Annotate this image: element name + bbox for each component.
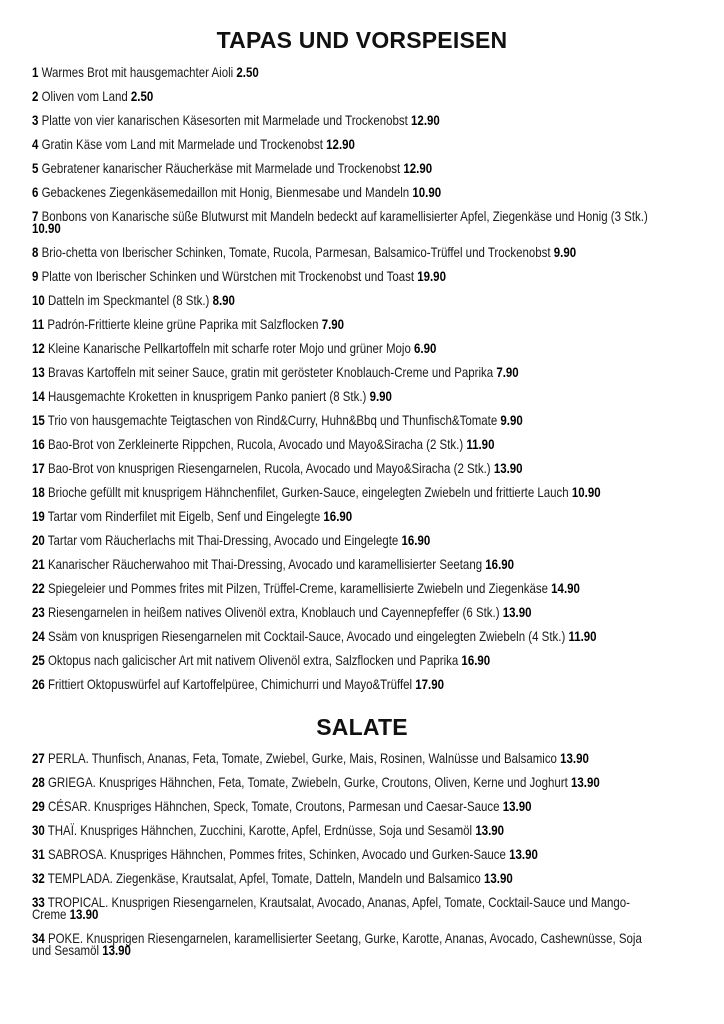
menu-item [32, 180, 700, 204]
item-description: Bao-Brot von knusprigen Riesengarnelen, Rucola, Avocado und Mayo&Siracha (2 Stk.) [47, 460, 491, 476]
menu-item [32, 504, 700, 528]
item-price: 11.90 [568, 628, 597, 644]
menu-item [32, 576, 700, 600]
item-description: Oktopus nach galicischer Art mit nativem Olivenöl extra, Salzflocken und Paprika [47, 652, 459, 668]
menu-item [32, 408, 700, 432]
item-description: Frittiert Oktopuswürfel auf Kartoffelpüree, Chimichurri und Mayo&Trüffel [47, 676, 413, 692]
item-description: TROPICAL. Knusprigen Riesengarnelen, Krautsalat, Avocado, Ananas, Apfel, Tomate, Cocktail-Sauce und Mango-Creme [32, 894, 630, 922]
menu-item [32, 926, 655, 962]
item-description: Spiegeleier und Pommes frites mit Pilzen, Trüffel-Creme, karamellisierte Zwiebeln und Ziegenkäse [47, 580, 548, 596]
item-price: 2.50 [130, 88, 154, 104]
item-price: 16.90 [323, 508, 353, 524]
item-description: Bonbons von Kanarische süße Blutwurst mit Mandeln bedeckt auf karamellisierter Apfel, Ziegenkäse und Honig (3 Stk.) [41, 208, 648, 224]
item-price: 19.90 [417, 268, 446, 284]
menu-item [32, 842, 700, 866]
menu-item [32, 456, 700, 480]
item-price: 13.90 [102, 942, 131, 958]
menu-item [32, 84, 700, 108]
item-price: 13.90 [493, 460, 523, 476]
item-price: 10.90 [571, 484, 601, 500]
menu-item [32, 156, 700, 180]
item-price: 10.90 [32, 220, 61, 236]
menu-item [32, 746, 700, 770]
item-price: 17.90 [415, 676, 445, 692]
item-price: 13.90 [484, 870, 513, 886]
menu-item [32, 624, 700, 648]
item-price: 13.90 [475, 822, 505, 838]
item-description: Kanarischer Räucherwahoo mit Thai-Dressing, Avocado und karamellisierter Seetang [47, 556, 483, 572]
item-price: 9.90 [500, 412, 523, 428]
menu-item [32, 312, 700, 336]
item-number: 8 [32, 244, 39, 260]
item-number: 2 [32, 88, 39, 104]
item-price: 16.90 [485, 556, 515, 572]
item-number: 20 [32, 532, 45, 548]
item-description: Riesengarnelen in heißem natives Olivenöl extra, Knoblauch und Cayennepfeffer (6 Stk.) [47, 604, 500, 620]
item-price: 13.90 [560, 750, 589, 766]
menu-item [32, 890, 655, 926]
item-price: 9.90 [369, 388, 392, 404]
item-description: Bravas Kartoffeln mit seiner Sauce, gratin mit gerösteter Knoblauch-Creme und Paprika [47, 364, 494, 380]
menu-item [32, 288, 700, 312]
item-number: 30 [32, 822, 45, 838]
menu-item [32, 552, 700, 576]
item-price: 12.90 [411, 112, 440, 128]
item-price: 12.90 [326, 136, 355, 152]
item-price: 12.90 [403, 160, 433, 176]
item-number: 1 [32, 64, 39, 80]
item-description: SABROSA. Knuspriges Hähnchen, Pommes frites, Schinken, Avocado und Gurken-Sauce [47, 846, 506, 862]
menu-item [32, 432, 700, 456]
item-price: 7.90 [496, 364, 519, 380]
item-description: CÉSAR. Knuspriges Hähnchen, Speck, Tomate, Croutons, Parmesan und Caesar-Sauce [47, 798, 500, 814]
menu-item [32, 240, 700, 264]
item-price: 13.90 [502, 798, 532, 814]
item-number: 4 [32, 136, 39, 152]
item-number: 22 [32, 580, 45, 596]
section-title-salate: SALATE [316, 714, 408, 740]
item-number: 11 [32, 316, 45, 332]
item-number: 19 [32, 508, 45, 524]
item-price: 13.90 [69, 906, 99, 922]
item-number: 26 [32, 676, 45, 692]
item-number: 10 [32, 292, 45, 308]
item-number: 16 [32, 436, 45, 452]
menu-item [32, 794, 700, 818]
menu-item [32, 384, 700, 408]
item-price: 6.90 [414, 340, 437, 356]
item-description: Gebackenes Ziegenkäsemedaillon mit Honig, Bienmesabe und Mandeln [41, 184, 410, 200]
item-description: Brio-chetta von Iberischer Schinken, Tomate, Rucola, Parmesan, Balsamico-Trüffel und Trockenobst [41, 244, 551, 260]
menu-item [32, 528, 700, 552]
item-price: 2.50 [236, 64, 259, 80]
menu-item [32, 108, 700, 132]
item-number: 29 [32, 798, 45, 814]
menu-item [32, 336, 700, 360]
menu-item [32, 672, 700, 696]
item-number: 6 [32, 184, 39, 200]
item-number: 34 [32, 930, 45, 946]
item-price: 16.90 [401, 532, 431, 548]
item-number: 21 [32, 556, 45, 572]
item-number: 15 [32, 412, 45, 428]
item-description: Brioche gefüllt mit knusprigem Hähnchenfilet, Gurken-Sauce, eingelegten Zwiebeln und frittierte Lauch [47, 484, 569, 500]
item-description: Oliven vom Land [41, 88, 128, 104]
item-number: 33 [32, 894, 45, 910]
item-price: 9.90 [553, 244, 577, 260]
item-description: Kleine Kanarische Pellkartoffeln mit scharfe roter Mojo und grüner Mojo [47, 340, 411, 356]
item-description: Gratin Käse vom Land mit Marmelade und Trockenobst [41, 136, 323, 152]
menu-item [32, 600, 700, 624]
menu-item [32, 264, 700, 288]
item-description: Platte von Iberischer Schinken und Würstchen mit Trockenobst und Toast [41, 268, 415, 284]
item-number: 32 [32, 870, 45, 886]
menu-item [32, 132, 700, 156]
item-description: Hausgemachte Kroketten in knusprigem Panko paniert (8 Stk.) [47, 388, 367, 404]
salate-list [32, 746, 709, 962]
item-description: Platte von vier kanarischen Käsesorten mit Marmelade und Trockenobst [41, 112, 408, 128]
menu-item [32, 60, 700, 84]
item-price: 16.90 [461, 652, 491, 668]
item-description: TEMPLADA. Ziegenkäse, Krautsalat, Apfel, Tomate, Datteln, Mandeln und Balsamico [47, 870, 481, 886]
item-price: 13.90 [570, 774, 600, 790]
item-number: 14 [32, 388, 45, 404]
item-price: 11.90 [466, 436, 495, 452]
menu-item [32, 480, 700, 504]
item-number: 24 [32, 628, 45, 644]
menu-item [32, 818, 700, 842]
item-number: 25 [32, 652, 45, 668]
menu-item [32, 866, 700, 890]
menu-item [32, 770, 700, 794]
item-description: Gebratener kanarischer Räucherkäse mit Marmelade und Trockenobst [41, 160, 401, 176]
item-number: 3 [32, 112, 39, 128]
item-price: 8.90 [212, 292, 235, 308]
item-description: Warmes Brot mit hausgemachter Aioli [41, 64, 234, 80]
item-number: 31 [32, 846, 45, 862]
item-number: 23 [32, 604, 45, 620]
item-price: 10.90 [412, 184, 442, 200]
item-price: 14.90 [551, 580, 580, 596]
item-description: GRIEGA. Knuspriges Hähnchen, Feta, Tomate, Zwiebeln, Gurke, Croutons, Oliven, Kerne und Joghurt [47, 774, 568, 790]
item-number: 27 [32, 750, 45, 766]
tapas-list [32, 60, 709, 696]
item-number: 13 [32, 364, 45, 380]
item-number: 17 [32, 460, 45, 476]
item-description: PERLA. Thunfisch, Ananas, Feta, Tomate, Zwiebel, Gurke, Mais, Rosinen, Walnüsse und Balsamico [47, 750, 557, 766]
item-price: 13.90 [502, 604, 532, 620]
menu-item [32, 648, 700, 672]
item-description: Tartar vom Rinderfilet mit Eigelb, Senf und Eingelegte [47, 508, 321, 524]
item-description: Datteln im Speckmantel (8 Stk.) [47, 292, 210, 308]
item-description: Trio von hausgemachte Teigtaschen von Rind&Curry, Huhn&Bbq und Thunfisch&Tomate [47, 412, 498, 428]
item-number: 18 [32, 484, 45, 500]
item-description: Tartar vom Räucherlachs mit Thai-Dressing, Avocado und Eingelegte [47, 532, 399, 548]
section-title-tapas: TAPAS UND VORSPEISEN [216, 27, 508, 53]
item-number: 7 [32, 208, 39, 224]
item-description: THAÏ. Knuspriges Hähnchen, Zucchini, Karotte, Apfel, Erdnüsse, Soja und Sesamöl [47, 822, 473, 838]
item-number: 28 [32, 774, 45, 790]
item-number: 5 [32, 160, 39, 176]
item-description: Padrón-Frittierte kleine grüne Paprika mit Salzflocken [47, 316, 319, 332]
menu-item [32, 204, 655, 240]
item-price: 7.90 [321, 316, 345, 332]
item-number: 9 [32, 268, 39, 284]
item-description: POKE. Knusprigen Riesengarnelen, karamellisierter Seetang, Gurke, Karotte, Ananas, Avocado, Cashewnüsse, Soja und Sesamöl [32, 930, 642, 958]
menu-item [32, 360, 700, 384]
item-number: 12 [32, 340, 45, 356]
item-description: Ssäm von knusprigen Riesengarnelen mit Cocktail-Sauce, Avocado und eingelegten Zwiebeln (4 Stk.) [47, 628, 566, 644]
item-price: 13.90 [509, 846, 538, 862]
item-description: Bao-Brot von Zerkleinerte Rippchen, Rucola, Avocado und Mayo&Siracha (2 Stk.) [47, 436, 464, 452]
